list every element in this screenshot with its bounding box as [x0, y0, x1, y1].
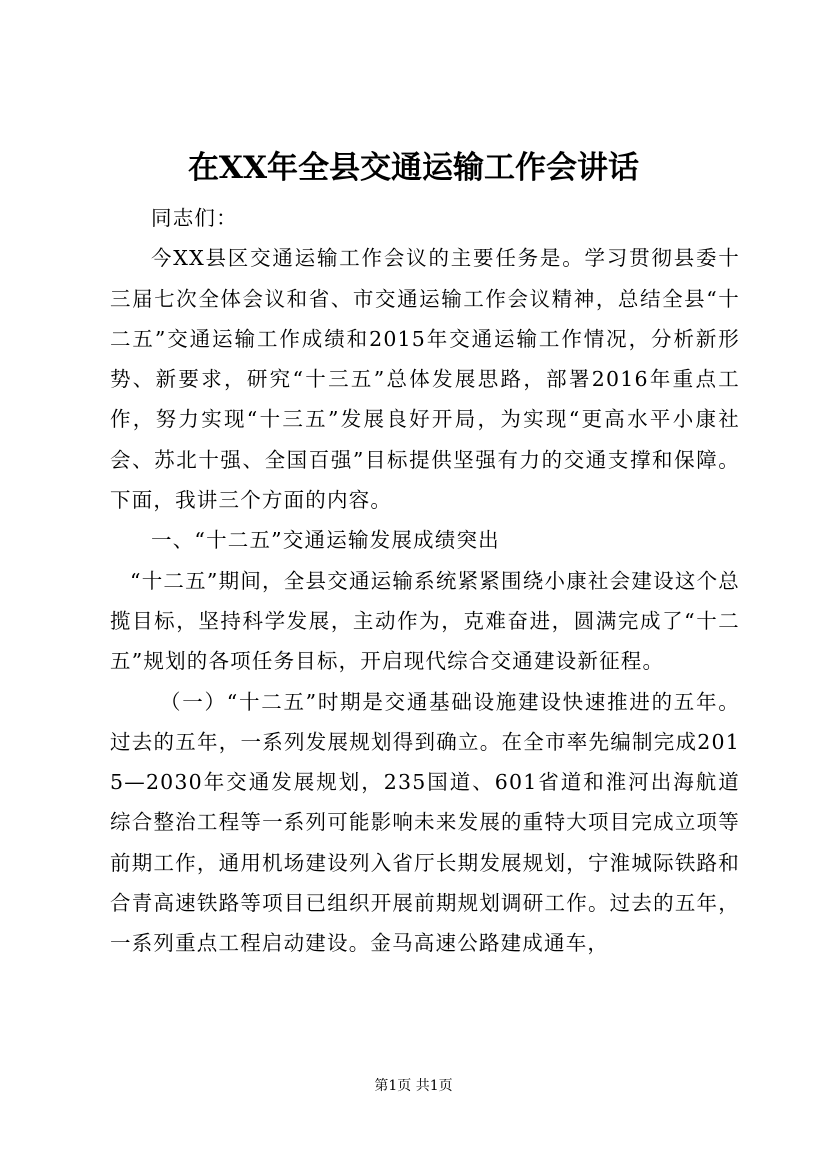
- paragraph-section-1: “十二五”期间，全县交通运输系统紧紧围绕小康社会建设这个总揽目标，坚持科学发展，主动作为，克难奋进，圆满完成了“十二五”规划的各项任务目标，开启现代综合交通建设新征程。: [110, 568, 740, 674]
- paragraph-intro: 今XX县区交通运输工作会议的主要任务是。学习贯彻县委十三届七次全体会议和省、市交通运输工作会议精神，总结全县“十二五”交通运输工作成绩和2015年交通运输工作情况，分析新形势、新要求，研究“十三五”总体发展思路，部署2016年重点工作，努力实现“十三五”发展良好开局，为实现“更高水平小康社会、苏北十强、全国百强”目标提供坚强有力的交通支撑和保障。下面，我讲三个方面的内容。: [110, 246, 740, 513]
- section-heading-1: 一、“十二五”交通运输发展成绩突出: [151, 528, 500, 553]
- salutation: 同志们：: [151, 206, 238, 230]
- document-body: [110, 198, 740, 964]
- document-title: 在XX年全县交通运输工作会讲话: [187, 150, 640, 186]
- paragraph-subsection-1: （一）“十二五”时期是交通基础设施建设快速推进的五年。过去的五年，一系列发展规划得到确立。在全市率先编制完成2015—2030年交通发展规划，235国道、601省道和淮河出海航道综合整治工程等一系列可能影响未来发展的重特大项目完成立项等前期工作，通用机场建设列入省厅长期发展规划，宁淮城际铁路和合青高速铁路等项目已组织开展前期规划调研工作。过去的五年，一系列重点工程启动建设。金马高速公路建成通车，: [110, 689, 740, 956]
- page-number-footer: 第1页 共1页: [374, 1078, 453, 1094]
